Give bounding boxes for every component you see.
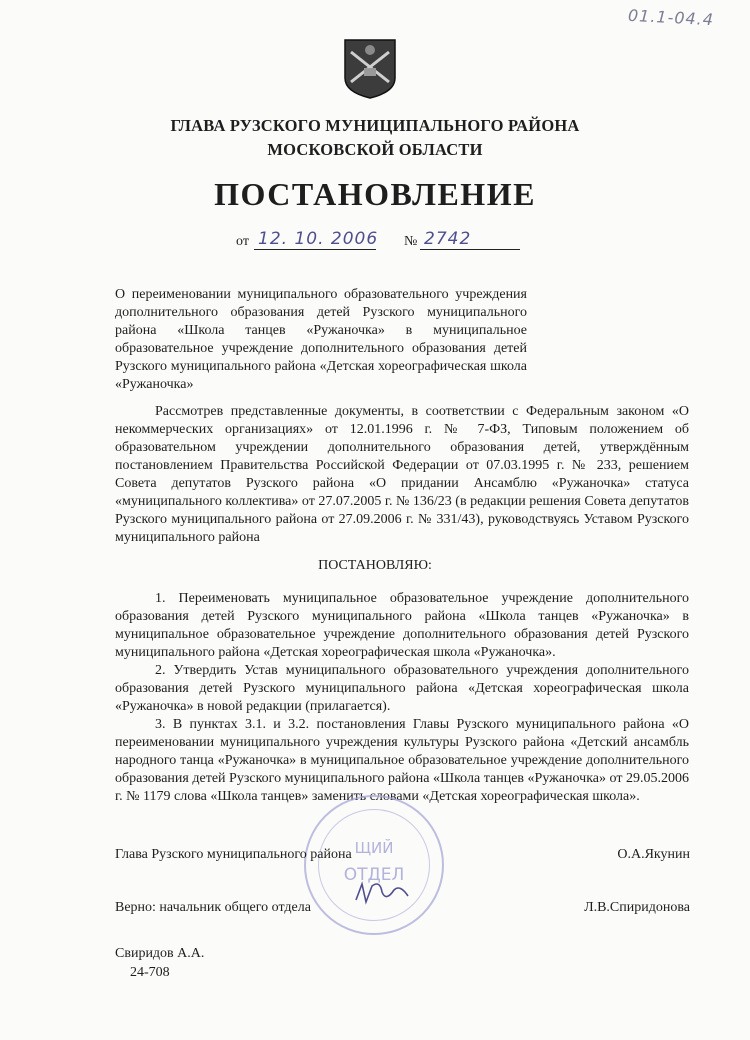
date-label: от xyxy=(236,234,249,249)
handwritten-number: 2742 xyxy=(424,229,472,249)
coat-of-arms-icon xyxy=(343,38,397,100)
verified-signature-title: Верно: начальник общего отдела xyxy=(115,900,311,915)
handwritten-date: 12. 10. 2006 xyxy=(258,229,379,249)
preamble-paragraph xyxy=(115,403,689,547)
executor-name: Свиридов А.А. xyxy=(115,946,205,961)
executor-block xyxy=(115,944,204,982)
number-label: № xyxy=(404,234,418,249)
preamble-text: Рассмотрев представленные документы, в соответствии с Федеральным законом «О некоммерческих организациях» от 12.01.1996 г. № 7-ФЗ, Типовым положением об образовательном учреждении дополнительного образования детей, утверждённым постановлением Правительства Российской Федерации от 07.03.1995 г. № 233, решением Совета депутатов Рузского района «О придании Ансамблю «Ружаночка» статуса «муниципального коллектива» от 27.07.2005 г. № 136/23 (в редакции решения Совета депутатов Рузского муниципального района от 27.09.2006 г. № 331/43), руководствуясь Уставом Рузского муниципального района xyxy=(115,404,689,545)
document-type-title: ПОСТАНОВЛЕНИЕ xyxy=(214,176,536,212)
subject-paragraph xyxy=(115,286,527,394)
head-signature-name: О.А.Якунин xyxy=(617,847,690,862)
decree-items-list xyxy=(115,590,689,806)
subject-text: О переименовании муниципального образовательного учреждения дополнительного образования детей Рузского муниципального района «Школа танцев «Ружаночка» в муниципальное образовательное учреждение дополнительного образования детей Рузского муниципального района «Детская хореографическая школа «Ружаночка» xyxy=(115,287,527,392)
executor-phone: 24-708 xyxy=(130,965,170,980)
stamp-text-top: ЩИЙ xyxy=(354,839,394,857)
date-underline xyxy=(254,249,376,250)
authority-line-1: ГЛАВА РУЗСКОГО МУНИЦИПАЛЬНОГО РАЙОНА xyxy=(170,116,580,135)
issuing-authority xyxy=(0,114,750,162)
handwritten-signature xyxy=(352,878,412,908)
number-underline xyxy=(420,249,520,250)
decree-item: 2. Утвердить Устав муниципального образовательного учреждения дополнительного образования детей Рузского муниципального района «Детская хореографическая школа «Ружаночка» в новой редакции (прилагается). xyxy=(115,663,689,714)
handwritten-registry-code: 01.1-04.4 xyxy=(627,5,715,30)
decree-heading: ПОСТАНОВЛЯЮ: xyxy=(318,558,432,573)
decree-item: 3. В пунктах 3.1. и 3.2. постановления Главы Рузского муниципального района «О переименовании муниципального учреждения культуры Рузского района «Детский ансамбль народного танца «Ружаночка» в муниципальное образовательное учреждение дополнительного образования детей Рузского муниципального района «Школа танцев «Ружаночка» от 29.05.2006 г. № 1179 слова «Школа танцев» заменить словами «Детская хореографическая школа». xyxy=(115,717,689,804)
stamp-text-bottom: ОТДЕЛ xyxy=(343,865,405,885)
decree-item: 1. Переименовать муниципальное образовательное учреждение дополнительного образования детей Рузского муниципального района «Школа танцев «Ружаночка» в муниципальное образовательное учреждение дополнительного образования детей Рузского муниципального района «Детская хореографическая школа «Ружаночка». xyxy=(115,591,689,660)
date-number-line xyxy=(236,230,536,252)
authority-line-2: МОСКОВСКОЙ ОБЛАСТИ xyxy=(267,140,483,159)
official-stamp xyxy=(304,795,444,935)
head-signature-title: Глава Рузского муниципального района xyxy=(115,847,352,862)
verified-signature-name: Л.В.Спиридонова xyxy=(584,900,690,915)
